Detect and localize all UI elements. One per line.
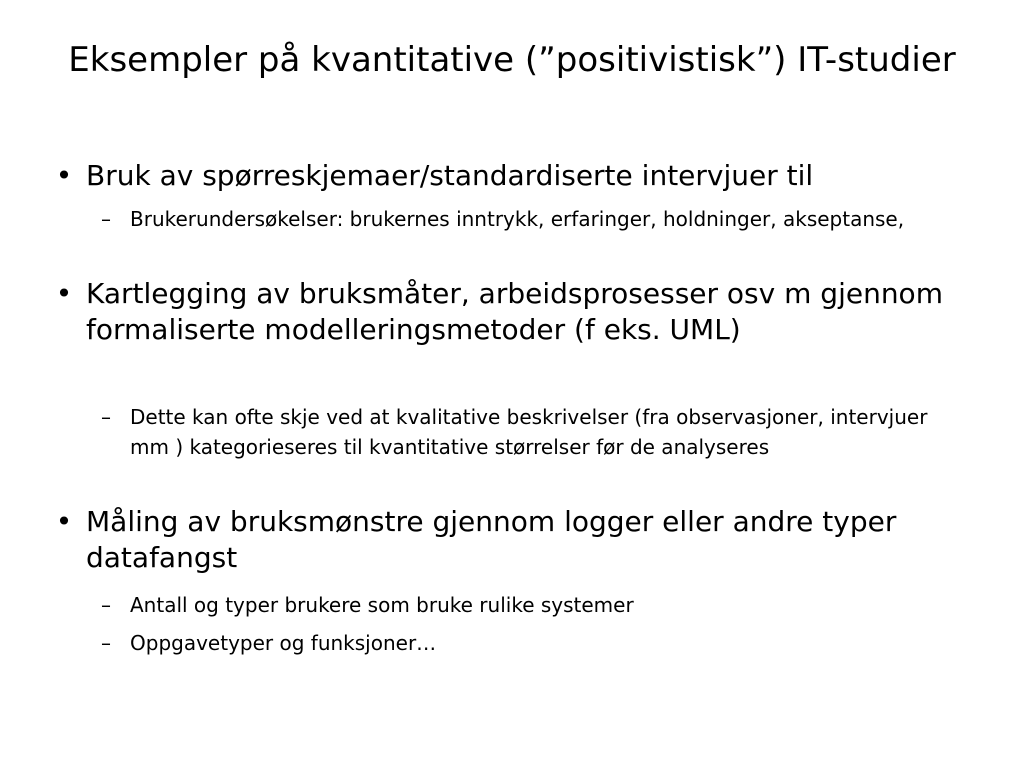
bullet-marker: • [55, 277, 73, 310]
bullet-marker: • [55, 159, 73, 192]
bullet-item-2 [55, 276, 946, 348]
dash-marker: – [101, 207, 111, 231]
sub-bullet-item-2-1 [101, 402, 930, 462]
dash-marker: – [101, 593, 111, 617]
bullet-text: Måling av bruksmønstre gjennom logger eller andre typer datafangst [86, 505, 897, 574]
bullet-item-3 [55, 504, 946, 576]
dash-marker: – [101, 405, 111, 429]
slide-title: Eksempler på kvantitative (”positivistisk”) IT-studier [68, 40, 956, 80]
sub-bullet-item-1-1 [101, 204, 930, 234]
bullet-marker: • [55, 505, 73, 538]
sub-bullet-text: Brukerundersøkelser: brukernes inntrykk, erfaringer, holdninger, akseptanse, [130, 207, 905, 231]
dash-marker: – [101, 631, 111, 655]
sub-bullet-text: Oppgavetyper og funksjoner… [130, 631, 437, 655]
bullet-item-1 [55, 158, 946, 194]
sub-bullet-item-3-2 [101, 628, 930, 658]
sub-bullet-text: Antall og typer brukere som bruke rulike systemer [130, 593, 634, 617]
sub-bullet-text: Dette kan ofte skje ved at kvalitative beskrivelser (fra observasjoner, intervjuer mm ) kategorieseres til kvantitative størrelser før de analyseres [130, 405, 928, 459]
sub-bullet-item-3-1 [101, 590, 930, 620]
bullet-text: Kartlegging av bruksmåter, arbeidsprosesser osv m gjennom formaliserte modelleringsmetoder (f eks. UML) [86, 277, 943, 346]
bullet-text: Bruk av spørreskjemaer/standardiserte intervjuer til [86, 159, 814, 192]
